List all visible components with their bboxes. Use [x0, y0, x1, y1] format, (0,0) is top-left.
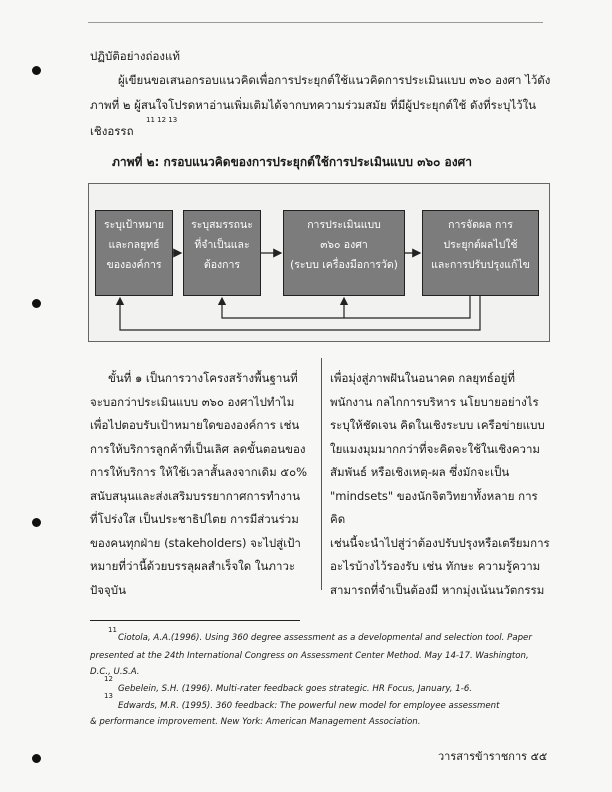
box-line: และกลยุทธ์	[108, 239, 160, 251]
intro-line: เชิงอรรถ	[90, 124, 134, 138]
footnote-number: 12	[104, 675, 113, 683]
feedback-loop-outer	[120, 296, 480, 330]
col-line: เช่นนี้จะนำไปสู่ว่าต้องปรับปรุงหรือเตรียมการ	[330, 535, 550, 550]
col-line: "mindsets" ของนักจิตวิทยาทั้งหลาย การคิด	[330, 488, 538, 526]
footer-journal	[438, 747, 547, 765]
box-line: การจัดผล การ	[448, 219, 513, 231]
col-line: อะไรบ้างไว้รองรับ เช่น ทักษะ ความรู้ความ	[330, 559, 541, 573]
box-line: และการปรับปรุงแก้ไข	[431, 259, 530, 271]
footnote-line: D.C., U.S.A.	[90, 667, 140, 677]
footnote-line: Edwards, M.R. (1995). 360 feedback: The powerful new model for employee assessment	[118, 701, 500, 711]
col-line: สนับสนุนและส่งเสริมบรรยากาศการทำงาน	[90, 488, 301, 503]
footnote-rule	[90, 620, 300, 621]
footnote-line: Ciotola, A.A.(1996). Using 360 degree assessment as a developmental and selection tool. Paper	[118, 633, 532, 643]
footnote-number: 13	[104, 692, 113, 700]
intro-line: ผู้เขียนขอเสนอกรอบแนวคิดเพื่อการประยุกต์ใช้แนวคิดการประเมินแบบ ๓๖๐ องศา ไว้ดัง	[118, 73, 551, 87]
col-line: ที่โปร่งใส เป็นประชาธิปไตย การมีส่วนร่วม	[90, 512, 299, 526]
col-line: ใยแมงมุมมากกว่าที่จะคิดจะใช้ในเชิงความ	[330, 441, 541, 456]
col-line: เพื่อไปตอบรับเป้าหมายใดขององค์การ เช่น	[90, 418, 300, 432]
box-line: ระบุสมรรถนะ	[191, 219, 253, 231]
col-line: จะบอกว่าประเมินแบบ ๓๖๐ องศาไปทำไม	[90, 394, 295, 409]
col-line: ขั้นที่ ๑ เป็นการวางโครงสร้างพื้นฐานที่	[108, 371, 298, 385]
col-line: การให้บริการลูกค้าที่เป็นเลิศ ลดขั้นตอนของ	[90, 441, 306, 456]
figure-caption: ภาพที่ ๒: กรอบแนวคิดของการประยุกต์ใช้การประเมินแบบ ๓๖๐ องศา	[112, 155, 472, 169]
intro-line: ภาพที่ ๒ ผู้สนใจโปรดหาอ่านเพิ่มเติมได้จากบทความร่วมสมัย ที่มีผู้ประยุกต์ใช้ ดังที่ระบุไว้ใน	[90, 98, 537, 112]
box-line: ที่จำเป็นและ	[194, 239, 250, 251]
box-line: ระบุเป้าหมาย	[104, 219, 164, 231]
col-line: หมายที่ว่านี้ด้วยบรรลุผลสำเร็จใด ในภาวะปัจจุบัน	[90, 559, 296, 597]
journal-name: วารสารข้าราชการ	[438, 750, 528, 763]
box-line: ประยุกต์ผลไปใช้	[443, 239, 518, 251]
footnote-line: presented at the 24th International Congress on Assessment Center Method. May 14-17. Washington,	[90, 651, 529, 661]
box-line: การประเมินแบบ	[307, 219, 381, 231]
left-column	[90, 367, 312, 602]
intro-heading: ปฏิบัติอย่างถ่องแท้	[90, 49, 180, 63]
col-line: สัมพันธ์ หรือเชิงเหตุ-ผล ซึ่งมักจะเป็น	[330, 465, 510, 479]
col-line: การให้บริการ ให้ใช้เวลาสั้นลงจากเดิม ๕๐%	[90, 465, 308, 479]
footnote-line: Gebelein, S.H. (1996). Multi-rater feedback goes strategic. HR Focus, January, 1-6.	[118, 684, 473, 694]
col-line: ของคนทุกฝ่าย (stakeholders) จะไปสู่เป้า	[90, 535, 301, 550]
column-divider	[321, 358, 322, 590]
box-line: ขององค์การ	[106, 259, 162, 271]
col-line: เพื่อมุ่งสู่ภาพฝันในอนาคต กลยุทธ์อยู่ที่	[330, 371, 515, 385]
box-line: (ระบบ เครื่องมือการวัด)	[290, 259, 398, 271]
footnote-number: 11	[108, 626, 117, 634]
page-number: ๕๕	[530, 750, 548, 763]
footnote-refs: 11 12 13	[146, 116, 178, 124]
col-line: ระบุให้ชัดเจน คิดในเชิงระบบ เครือข่ายแบบ	[330, 418, 545, 432]
box-line: ต้องการ	[203, 259, 241, 271]
feedback-loop-middle	[222, 296, 470, 318]
col-line: พนักงาน กลไกการบริหาร นโยบายอย่างไร	[330, 394, 539, 409]
right-column	[330, 367, 550, 602]
col-line: สามารถที่จำเป็นต้องมี หากมุ่งเน้นนวัตกรรม	[330, 582, 545, 597]
box-line: ๓๖๐ องศา	[320, 239, 368, 251]
footnote-line: & performance improvement. New York: American Management Association.	[90, 717, 421, 727]
